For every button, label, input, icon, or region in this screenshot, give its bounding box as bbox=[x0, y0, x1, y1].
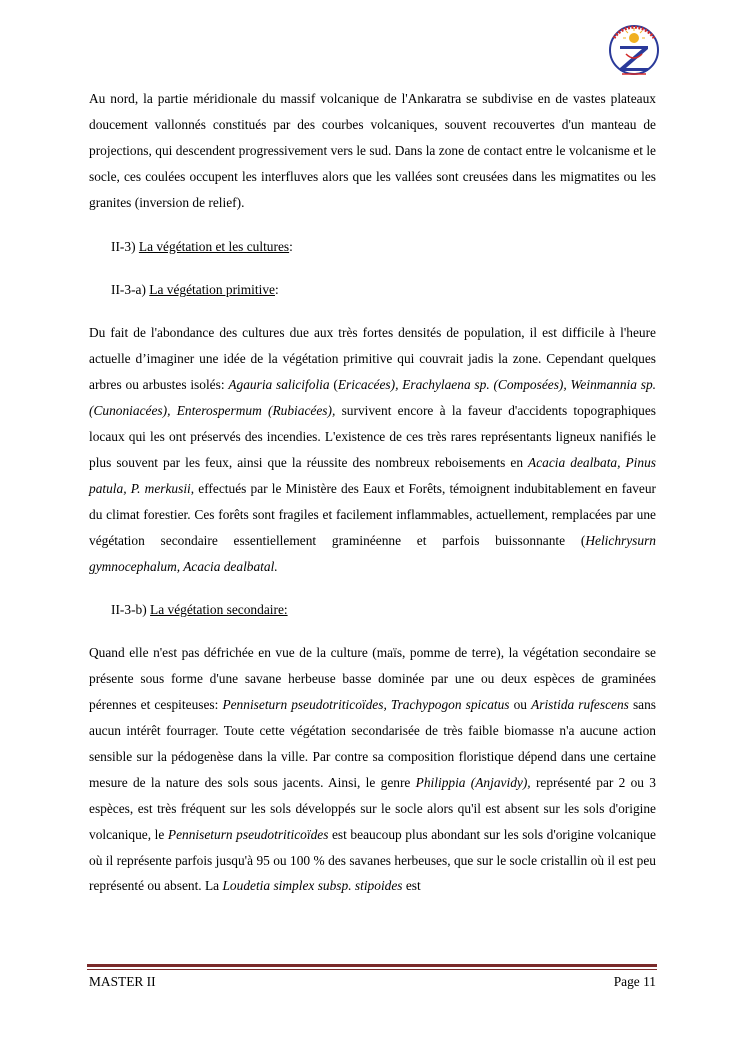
heading-title: La végétation et les cultures bbox=[138, 238, 290, 254]
footer-program-label: MASTER II bbox=[89, 974, 156, 989]
heading-suffix: : bbox=[274, 282, 279, 298]
footer-rule-thin bbox=[87, 969, 657, 970]
footer-rule bbox=[87, 964, 657, 967]
paragraph-vegetation-primitive: Du fait de l'abondance des cultures due aux très fortes densités de population, il est difficile à l'heure actuelle d’imaginer une idée de la végétation primitive qui couvrait jadis la zone. Cependant quelques arbres ou arbustes isolés: Agauria salicifolia (Ericacées), Erachylaena sp. (Composées), Weinmannia sp. (Cunoniacées), Enterospermum (Rubiacées), survivent encore à la faveur d'accidents topographiques locaux qui les ont préservés des incendies. L'existence de ces très rares représentants ligneux nanifiés le plus souvent par les feux, ainsi que la réussite des nombreux reboisements en Acacia dealbata, Pinus patula, P. merkusii, effectués par le Ministère des Eaux et Forêts, témoignent indubitablement en faveur du climat forestier. Ces forêts sont fragiles et facilement inflammables, actuellement, remplacées par une végétation secondaire essentiellement graminéenne et parfois buissonnante (Helichrysurn gymnocephalum, Acacia dealbatal. bbox=[89, 325, 656, 574]
heading-number: II-3-a) bbox=[111, 282, 150, 298]
body-text bbox=[89, 86, 656, 899]
paragraph-relief: Au nord, la partie méridionale du massif volcanique de l'Ankaratra se subdivise en de vastes plateaux doucement vallonnés constitués par des courbes volcaniques, souvent recouvertes d'un manteau de projections, qui descendent progressivement vers le sud. Dans la zone de contact entre le volcanisme et le socle, ces coulées occupent les interfluves alors que les vallées sont creusées dans les migmatites ou les granites (inversion de relief). bbox=[89, 91, 656, 210]
heading-title: La végétation primitive bbox=[149, 282, 275, 298]
heading-vegetation-primitive bbox=[89, 277, 656, 303]
page-number: Page 11 bbox=[613, 974, 656, 989]
heading-vegetation-secondaire bbox=[89, 597, 656, 623]
university-emblem-icon bbox=[604, 18, 664, 78]
heading-title: La végétation secondaire: bbox=[150, 602, 288, 618]
heading-suffix: : bbox=[289, 238, 293, 254]
heading-number: II-3-b) bbox=[111, 602, 151, 618]
heading-number: II-3) bbox=[111, 238, 139, 254]
heading-vegetation-cultures bbox=[89, 234, 656, 260]
paragraph-vegetation-secondaire: Quand elle n'est pas défrichée en vue de la culture (maïs, pomme de terre), la végétation secondaire se présente sous forme d'une savane herbeuse basse dominée par une ou deux espèces de graminées pérennes et cespiteuses: Penniseturn pseudotriticoïdes, Trachypogon spicatus ou Aristida rufescens sans aucun intérêt fourrager. Toute cette végétation secondarisée de très faible biomasse n'a aucune action sensible sur la pédogenèse dans la ville. Par contre sa composition floristique dépend dans une certaine mesure de la nature des sols sous jacents. Ainsi, le genre Philippia (Anjavidy), représenté par 2 ou 3 espèces, est très fréquent sur les sols développés sur le socle alors qu'il est absent sur les sols d'origine volcanique, le Penniseturn pseudotriticoïdes est beaucoup plus abondant sur les sols d'origine volcanique où il représente parfois jusqu'à 95 ou 100 % des savanes herbeuses, que sur le socle cristallin où il est peu représenté ou absent. La Loudetia simplex subsp. stipoides est bbox=[89, 645, 657, 894]
